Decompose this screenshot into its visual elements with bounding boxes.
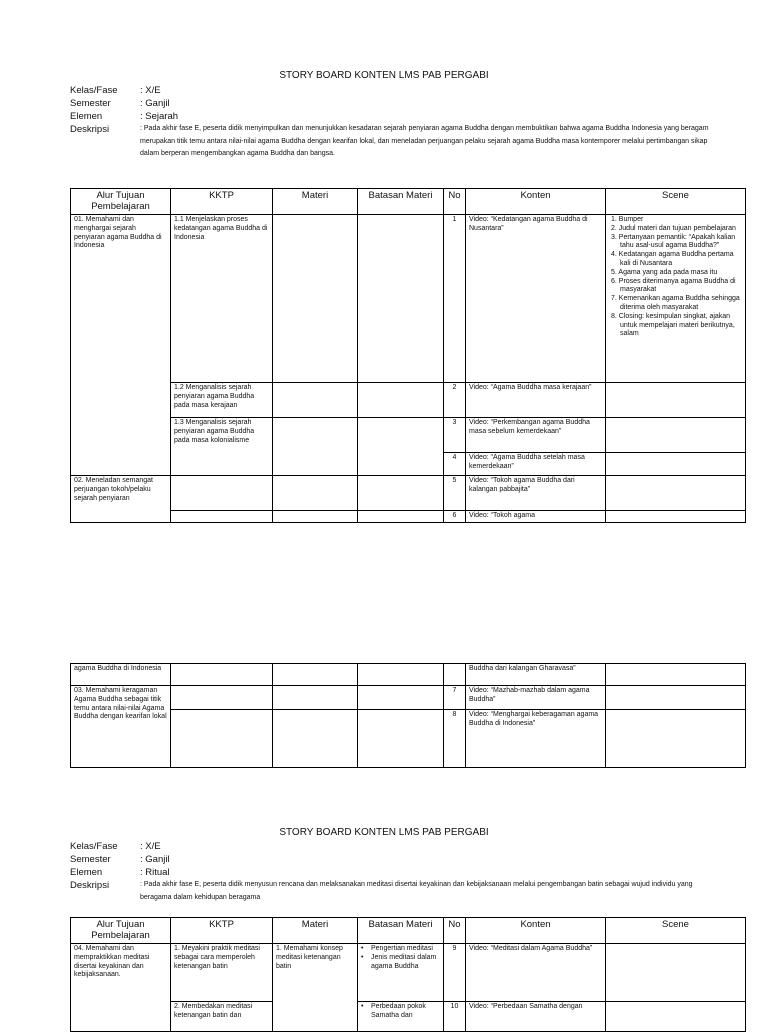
meta-label: Semester bbox=[70, 98, 111, 109]
materi-cell bbox=[273, 476, 358, 511]
no-cell: 6 bbox=[444, 511, 466, 523]
header-atp: Alur Tujuan Pembelajaran bbox=[71, 189, 171, 215]
page-title: STORY BOARD KONTEN LMS PAB PERGABI bbox=[279, 827, 489, 838]
scene-cell bbox=[606, 710, 746, 768]
konten-cell: Video: “Perkembangan agama Buddha masa sebelum kemerdekaan” bbox=[466, 418, 606, 453]
scene-item: 8. Closing: kesimpulan singkat, ajakan untuk mempelajari materi berikutnya, salam bbox=[611, 312, 735, 338]
batasan-item: • Jenis meditasi dalam agama Buddha bbox=[361, 954, 440, 972]
batasan-item: • Pengertian meditasi bbox=[361, 945, 440, 954]
header-konten: Konten bbox=[466, 189, 606, 215]
meta-row-elemen bbox=[70, 866, 725, 879]
meta-description: : Pada akhir fase E, peserta didik menyusun rencana dan melaksanakan meditasi disertai keyakinan dan kebijaksanaan melalui pengembangan batin sebagai wujud individu yang beragama dalam kehidupan beragama bbox=[140, 881, 693, 901]
batasan-cell bbox=[358, 1002, 444, 1032]
meta-label: Kelas/Fase bbox=[70, 841, 118, 852]
materi-cell bbox=[273, 686, 358, 710]
scene-cell bbox=[606, 418, 746, 453]
atp-cell: 02. Meneladan semangat perjuangan tokoh/pelaku sejarah penyiaran bbox=[71, 476, 171, 523]
konten-cell: Buddha dari kalangan Gharavasa” bbox=[466, 664, 606, 686]
kktp-cell bbox=[171, 686, 273, 710]
header-kktp: KKTP bbox=[171, 189, 273, 215]
scene-cell bbox=[606, 664, 746, 686]
konten-cell: Video: “Agama Buddha masa kerajaan” bbox=[466, 383, 606, 418]
batasan-cell bbox=[358, 944, 444, 1002]
no-cell bbox=[444, 664, 466, 686]
scene-cell bbox=[606, 215, 746, 383]
meta-block bbox=[70, 840, 725, 904]
materi-cell bbox=[273, 215, 358, 383]
no-cell: 9 bbox=[444, 944, 466, 1002]
materi-cell bbox=[273, 418, 358, 476]
materi-cell bbox=[273, 383, 358, 418]
materi-cell bbox=[273, 710, 358, 768]
scene-cell bbox=[606, 511, 746, 523]
scene-item: 4. Kedatangan agama Buddha pertama kali di Nusantara bbox=[611, 251, 734, 267]
konten-cell: Video: “Kedatangan agama Buddha di Nusantara” bbox=[466, 215, 606, 383]
batasan-cell bbox=[358, 686, 444, 710]
meta-block bbox=[70, 84, 725, 161]
scene-list bbox=[609, 216, 742, 339]
scene-item: 1. Bumper bbox=[611, 216, 644, 223]
materi-cell bbox=[273, 511, 358, 523]
meta-row-elemen bbox=[70, 110, 725, 123]
no-cell: 8 bbox=[444, 710, 466, 768]
storyboard-table-1 bbox=[70, 188, 746, 523]
no-cell: 5 bbox=[444, 476, 466, 511]
kktp-cell bbox=[171, 511, 273, 523]
batasan-cell bbox=[358, 511, 444, 523]
header-batasan-materi: Batasan Materi bbox=[358, 189, 444, 215]
materi-cell: 1. Memahami konsep meditasi ketenangan batin bbox=[273, 944, 358, 1032]
kktp-cell bbox=[171, 710, 273, 768]
meta-value: : Ritual bbox=[140, 867, 170, 878]
batasan-cell bbox=[358, 476, 444, 511]
header-atp: Alur Tujuan Pembelajaran bbox=[71, 918, 171, 944]
meta-row-deskripsi bbox=[70, 123, 725, 161]
atp-cell: agama Buddha di Indonesia bbox=[71, 664, 171, 686]
meta-row-kelas bbox=[70, 840, 725, 853]
scene-item: 3. Pertanyaan pemantik: “Apakah kalian tahu asal-usul agama Buddha?” bbox=[611, 233, 736, 250]
scene-item: 7. Kemenarikan agama Buddha sehingga diterima oleh masyarakat bbox=[611, 295, 740, 311]
konten-cell: Video: “Menghargai keberagaman agama Buddha di Indonesia” bbox=[466, 710, 606, 768]
header-materi: Materi bbox=[273, 189, 358, 215]
batasan-cell bbox=[358, 418, 444, 476]
header-kktp: KKTP bbox=[171, 918, 273, 944]
atp-cell: 01. Memahami dan menghargai sejarah penyiaran agama Buddha di Indonesia bbox=[71, 215, 171, 476]
no-cell: 4 bbox=[444, 453, 466, 476]
batasan-cell bbox=[358, 215, 444, 383]
meta-value: : Sejarah bbox=[140, 111, 179, 122]
atp-cell: 03. Memahami keragaman Agama Buddha sebagai titik temu antara nilai-nilai Agama Buddha dengan kearifan lokal bbox=[71, 686, 171, 768]
no-cell: 1 bbox=[444, 215, 466, 383]
meta-row-semester bbox=[70, 97, 725, 110]
scene-item: 6. Proses diterimanya agama Buddha di masyarakat bbox=[611, 277, 736, 294]
no-cell: 3 bbox=[444, 418, 466, 453]
header-konten: Konten bbox=[466, 918, 606, 944]
scene-item: 5. Agama yang ada pada masa itu bbox=[611, 268, 718, 276]
header-batasan-materi: Batasan Materi bbox=[358, 918, 444, 944]
scene-item: 2. Judul materi dan tujuan pembelajaran bbox=[611, 224, 736, 232]
konten-cell: Video: “Perbedaan Samatha dengan bbox=[466, 1002, 606, 1032]
konten-cell: Video: “Meditasi dalam Agama Buddha” bbox=[466, 944, 606, 1002]
header-scene: Scene bbox=[606, 189, 746, 215]
kktp-cell: 1.2 Menganalisis sejarah penyiaran agama Buddha pada masa kerajaan bbox=[171, 383, 273, 418]
materi-cell bbox=[273, 664, 358, 686]
meta-row-kelas bbox=[70, 84, 725, 97]
storyboard-table-3 bbox=[70, 917, 746, 1032]
meta-value: : X/E bbox=[140, 85, 161, 96]
batasan-list bbox=[361, 945, 440, 971]
header-no: No bbox=[444, 918, 466, 944]
kktp-cell: 1.3 Menganalisis sejarah penyiaran agama Buddha pada masa kolonialisme bbox=[171, 418, 273, 476]
batasan-cell bbox=[358, 710, 444, 768]
batasan-cell bbox=[358, 664, 444, 686]
meta-row-semester bbox=[70, 853, 725, 866]
meta-label: Semester bbox=[70, 854, 111, 865]
scene-cell bbox=[606, 944, 746, 1002]
meta-description: : Pada akhir fase E, peserta didik menyimpulkan dan menunjukkan kesadaran sejarah penyiaran agama Buddha dengan membuktikan bahwa agama Buddha Indonesia yang beragam merupakan titik temu antara nilai-nilai agama Buddha dengan kearifan lokal, dan meneladan perjuangan pelaku sejarah agama Buddha masa kontemporer melalui pertimbangan sikap dalam berperan mengembangkan agama Buddha dan bangsa. bbox=[140, 125, 709, 157]
scene-cell bbox=[606, 1002, 746, 1032]
konten-cell: Video: “Mazhab-mazhab dalam agama Buddha” bbox=[466, 686, 606, 710]
meta-value: : Ganjil bbox=[140, 854, 170, 865]
no-cell: 7 bbox=[444, 686, 466, 710]
no-cell: 2 bbox=[444, 383, 466, 418]
meta-label: Elemen bbox=[70, 867, 103, 878]
header-materi: Materi bbox=[273, 918, 358, 944]
meta-label: Kelas/Fase bbox=[70, 85, 118, 96]
kktp-cell: 2. Membedakan meditasi ketenangan batin dan bbox=[171, 1002, 273, 1032]
batasan-cell bbox=[358, 383, 444, 418]
atp-cell: 04. Memahami dan mempraktikkan meditasi disertai keyakinan dan kebijaksanaan. bbox=[71, 944, 171, 1032]
meta-label: Elemen bbox=[70, 111, 103, 122]
header-no: No bbox=[444, 189, 466, 215]
kktp-cell: 1.1 Menjelaskan proses kedatangan agama Buddha di Indonesia bbox=[171, 215, 273, 383]
konten-cell: Video: “Tokoh agama bbox=[466, 511, 606, 523]
header-scene: Scene bbox=[606, 918, 746, 944]
konten-cell: Video: “Tokoh agama Buddha dari kalangan pabbajita” bbox=[466, 476, 606, 511]
scene-cell bbox=[606, 453, 746, 476]
page-title: STORY BOARD KONTEN LMS PAB PERGABI bbox=[279, 70, 489, 81]
scene-cell bbox=[606, 686, 746, 710]
scene-cell bbox=[606, 383, 746, 418]
meta-label: Deskripsi bbox=[70, 124, 110, 135]
storyboard-table-2 bbox=[70, 663, 746, 768]
meta-value: : Ganjil bbox=[140, 98, 170, 109]
meta-label: Deskripsi bbox=[70, 880, 110, 891]
meta-row-deskripsi bbox=[70, 879, 725, 904]
kktp-cell: 1. Meyakini praktik meditasi sebagai cara memperoleh ketenangan batin bbox=[171, 944, 273, 1002]
kktp-cell bbox=[171, 476, 273, 511]
batasan-list bbox=[361, 1003, 440, 1021]
meta-value: : X/E bbox=[140, 841, 161, 852]
batasan-item: • Perbedaan pokok Samatha dan bbox=[361, 1003, 440, 1021]
no-cell: 10 bbox=[444, 1002, 466, 1032]
konten-cell: Video: “Agama Buddha setelah masa kemerdekaan” bbox=[466, 453, 606, 476]
kktp-cell bbox=[171, 664, 273, 686]
scene-cell bbox=[606, 476, 746, 511]
